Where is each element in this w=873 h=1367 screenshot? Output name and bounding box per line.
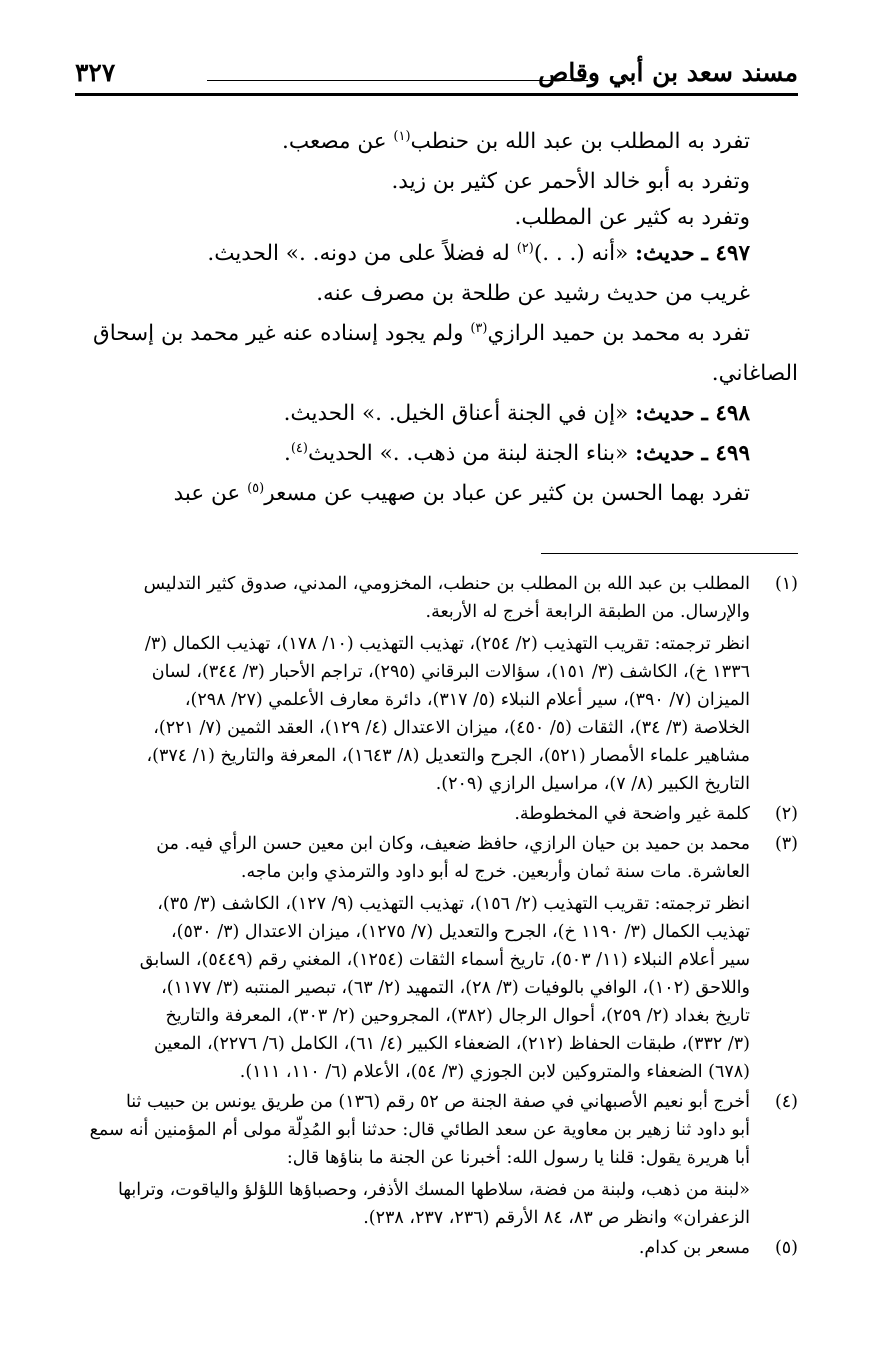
- footnote-separator: [541, 553, 798, 554]
- footnote-number: (٤): [774, 1092, 798, 1112]
- hadith-498: [75, 394, 798, 434]
- footnote-ref[interactable]: (٣): [470, 320, 488, 336]
- text-span: «إن في الجنة أعناق الخيل. .» الحديث.: [283, 401, 636, 426]
- footnote-line: والإرسال. من الطبقة الرابعة أخرج له الأربعة.: [425, 602, 750, 622]
- footnote-line: انظر ترجمته: تقريب التهذيب (٢/ ١٥٦)، تهذيب التهذيب (٩/ ١٢٧)، الكاشف (٣/ ٣٥)،: [157, 894, 750, 914]
- text-span: «أنه (. . .): [533, 241, 636, 266]
- footnote-line: ١٣٣٦ خ)، الكاشف (٣/ ١٥١)، سؤالات البرقاني (٢٩٥)، تراجم الأحبار (٣/ ٣٤٤)، لسان: [151, 662, 750, 682]
- footnote-line: «لبنة من ذهب، ولبنة من فضة، سلاطها المسك الأذفر، وحصباؤها اللؤلؤ والياقوت، وترابها: [117, 1180, 750, 1200]
- footnote-line: واللاحق (١٠٢)، الوافي بالوفيات (٣/ ٢٨)، التمهيد (٢/ ٦٣)، تبصير المنتبه (٣/ ١١٧٧)،: [161, 978, 750, 998]
- text-span: ولم يجود إسناده عنه غير محمد بن إسحاق: [93, 321, 471, 346]
- footnote-line: (٣/ ٣٣٢)، طبقات الحفاظ (٢١٢)، الضعفاء الكبير (٤/ ٦١)، الكامل (٦/ ٢٢٧٦)، المعين: [154, 1034, 750, 1054]
- text-span: تفرد به المطلب بن عبد الله بن حنطب: [410, 129, 750, 154]
- footnote-line: تاريخ بغداد (٢/ ٢٥٩)، أحوال الرجال (٣٨٢)، المجروحين (٢/ ٣٠٣)، المعرفة والتاريخ: [165, 1006, 750, 1026]
- footnote-line: الخلاصة (٣/ ٣٤)، الثقات (٥/ ٤٥٠)، ميزان الاعتدال (٤/ ١٢٩)، العقد الثمين (٧/ ٢٢١)،: [153, 718, 750, 738]
- footnote-line: أخرج أبو نعيم الأصبهاني في صفة الجنة ص ٥٢ رقم (١٣٦) من طريق يونس بن حبيب ثنا: [125, 1092, 750, 1112]
- text-line: الصاغاني.: [711, 361, 798, 386]
- running-title: مسند سعد بن أبي وقاص: [538, 58, 798, 87]
- footnote-line: المطلب بن عبد الله بن المطلب بن حنطب، المخزومي، المدني، صدوق كثير التدليس: [143, 574, 750, 594]
- text-span: له فضلاً على من دونه. .» الحديث.: [207, 241, 517, 266]
- footnote-line: سير أعلام النبلاء (١١/ ٥٠٣)، تاريخ أسماء الثقات (١٢٥٤)، المغني رقم (٥٤٤٩)، السابق: [139, 950, 750, 970]
- header-rule: [75, 93, 798, 96]
- footnote-number: (١): [774, 574, 798, 594]
- main-text: [75, 122, 798, 514]
- footnote-ref[interactable]: (٤): [290, 440, 308, 456]
- footnote-ref[interactable]: (٥): [247, 480, 265, 496]
- footnote-line: الزعفران» وانظر ص ٨٣، ٨٤ الأرقم (٢٣٦، ٢٣٧، ٢٣٨).: [363, 1208, 750, 1228]
- text-span: .: [284, 441, 291, 466]
- footnote-ref[interactable]: (١): [393, 128, 411, 144]
- footnote-line: (٦٧٨) الضعفاء والمتروكين لابن الجوزي (٣/ ٥٤)، الأعلام (٦/ ١١٠، ١١١).: [239, 1062, 750, 1082]
- hadith-label: حديث:: [635, 441, 695, 466]
- hadith-number: ٤٩٨ ـ: [701, 401, 750, 426]
- footnote-number: (٣): [774, 834, 798, 854]
- header-line: [207, 80, 588, 81]
- hadith-497: [75, 234, 798, 274]
- footnote-1: [75, 570, 798, 798]
- footnote-line: الميزان (٧/ ٣٩٠)، سير أعلام النبلاء (٥/ ٣١٧)، دائرة معارف الأعلمي (٢٧/ ٢٩٨)،: [184, 690, 750, 710]
- footnote-line: كلمة غير واضحة في المخطوطة.: [514, 804, 750, 824]
- text-line: [75, 122, 798, 162]
- footnotes: [75, 570, 798, 1264]
- footnote-line: انظر ترجمته: تقريب التهذيب (٢/ ٢٥٤)، تهذيب التهذيب (١٠/ ١٧٨)، تهذيب الكمال (٣/: [144, 634, 750, 654]
- footnote-4: [75, 1088, 798, 1232]
- footnote-line: أبا هريرة يقول: قلنا يا رسول الله: أخبرنا عن الجنة ما بناؤها قال:: [286, 1148, 750, 1168]
- text-span: عن عبد: [173, 481, 248, 506]
- footnote-5: [75, 1234, 798, 1262]
- footnote-line: العاشرة. مات سنة ثمان وأربعين. خرج له أبو داود والترمذي وابن ماجه.: [240, 862, 750, 882]
- footnote-line: أبو داود ثنا زهير بن معاوية عن سعد الطائي قال: حدثنا أبو المُدِلّة مولى أم المؤمنين أنه سمع: [89, 1120, 750, 1140]
- hadith-label: حديث:: [635, 401, 695, 426]
- text-span: تفرد به محمد بن حميد الرازي: [487, 321, 750, 346]
- hadith-499: [75, 434, 798, 474]
- running-header: [75, 52, 798, 92]
- footnote-number: (٢): [774, 804, 798, 824]
- footnote-line: التاريخ الكبير (٨/ ٧)، مراسيل الرازي (٢٠٩).: [435, 774, 750, 794]
- text-span: عن مصعب.: [282, 129, 394, 154]
- page-number: ٣٢٧: [75, 58, 116, 87]
- text-line: وتفرد به أبو خالد الأحمر عن كثير بن زيد.: [391, 169, 750, 194]
- hadith-number: ٤٩٩ ـ: [701, 441, 750, 466]
- footnote-sources: [75, 630, 750, 798]
- hadith-number: ٤٩٧ ـ: [701, 241, 750, 266]
- footnote-line: تهذيب الكمال (٣/ ١١٩٠ خ)، الجرح والتعديل (٧/ ١٢٧٥)، ميزان الاعتدال (٣/ ٥٣٠)،: [170, 922, 750, 942]
- footnote-2: [75, 800, 798, 828]
- text-line: وتفرد به كثير عن المطلب.: [514, 205, 750, 230]
- footnote-line: محمد بن حميد بن حيان الرازي، حافظ ضعيف، وكان ابن معين حسن الرأي فيه. من: [156, 834, 750, 854]
- footnote-number: (٥): [774, 1238, 798, 1258]
- text-line: غريب من حديث رشيد عن طلحة بن مصرف عنه.: [316, 281, 750, 306]
- text-span: «بناء الجنة لبنة من ذهب. .» الحديث: [307, 441, 636, 466]
- footnote-3: [75, 830, 798, 1086]
- text-line: [75, 314, 798, 354]
- footnote-sources: [75, 890, 750, 1086]
- text-line: [75, 474, 798, 514]
- text-span: تفرد بهما الحسن بن كثير عن عباد بن صهيب عن مسعر: [264, 481, 750, 506]
- footnote-line: مشاهير علماء الأمصار (٥٢١)، الجرح والتعديل (٨/ ١٦٤٣)، المعرفة والتاريخ (١/ ٣٧٤)،: [146, 746, 750, 766]
- hadith-label: حديث:: [635, 241, 695, 266]
- footnote-quote: [75, 1176, 750, 1232]
- footnote-line: مسعر بن كدام.: [638, 1238, 750, 1258]
- footnote-ref[interactable]: (٢): [516, 240, 534, 256]
